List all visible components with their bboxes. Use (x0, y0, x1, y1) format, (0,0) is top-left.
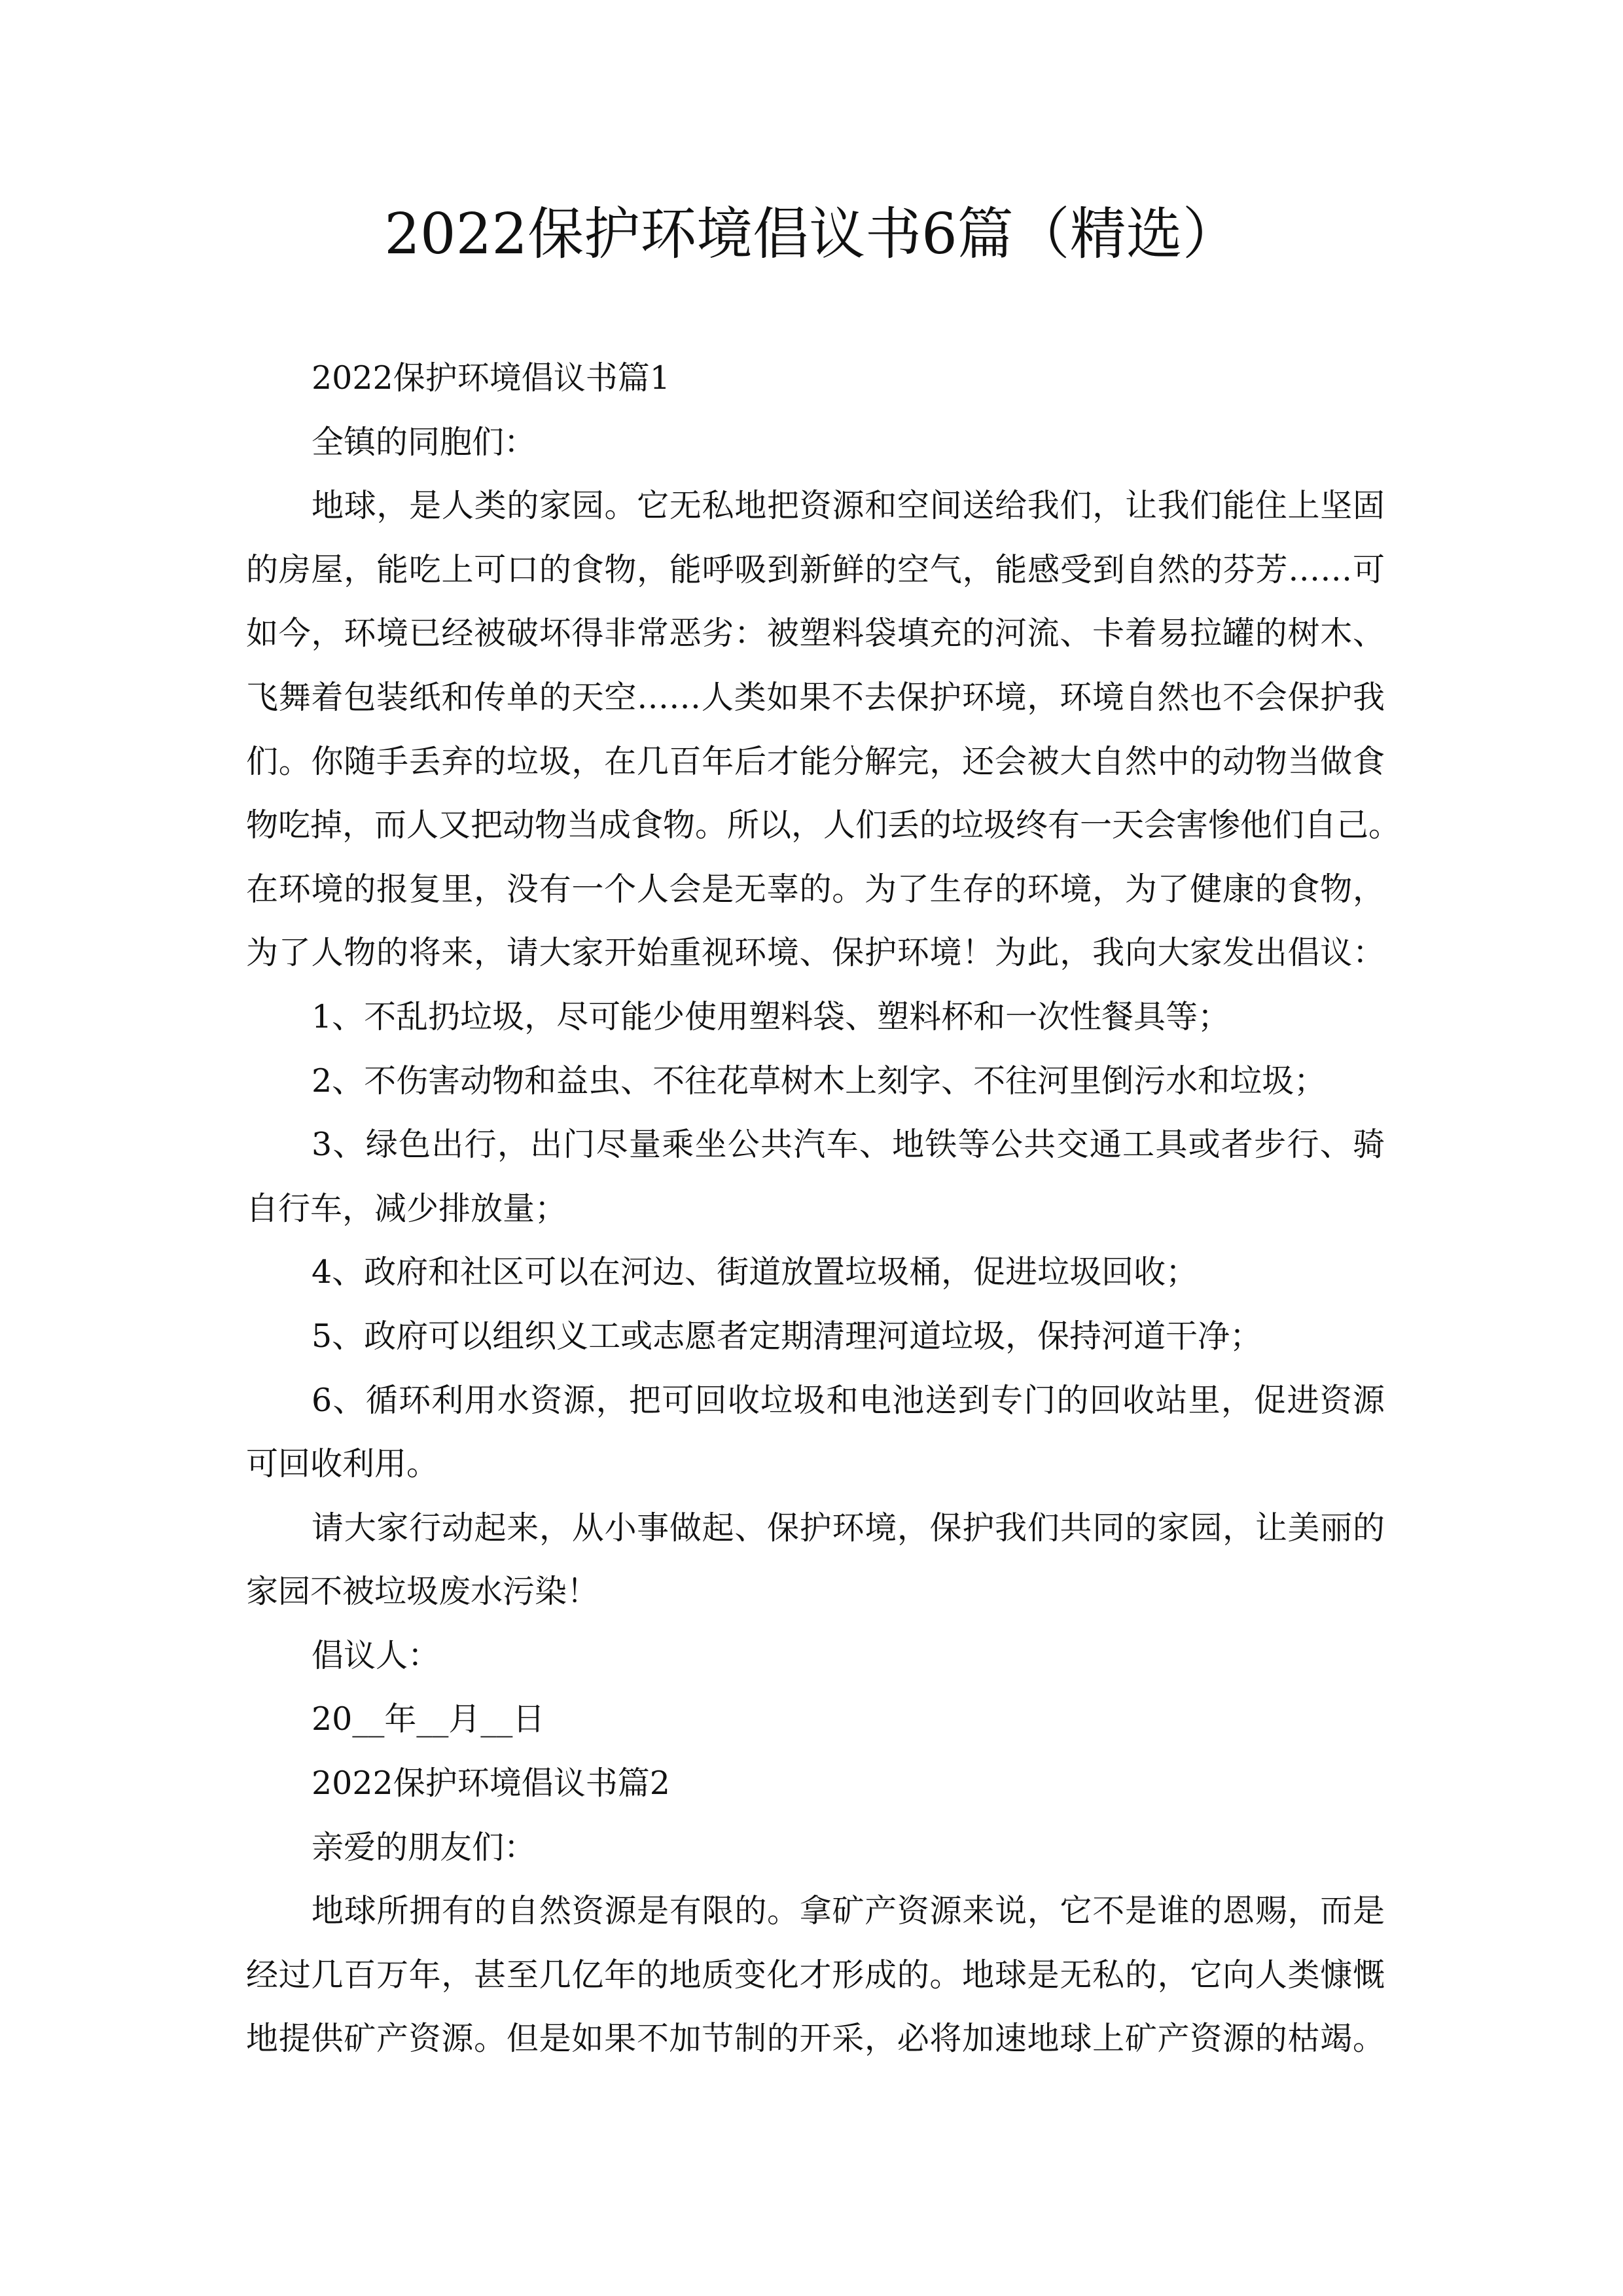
paragraph-line: 物吃掉，而人又把动物当成食物。所以，人们丢的垃圾终有一天会害惨他们自己。 (246, 806, 1401, 844)
paragraph-line: 5、政府可以组织义工或志愿者定期清理河道垃圾，保持河道干净； (312, 1317, 1262, 1355)
paragraph-line: 可回收利用。 (246, 1445, 439, 1483)
paragraph-line: 地提供矿产资源。但是如果不加节制的开采，必将加速地球上矿产资源的枯竭。 (246, 2020, 1385, 2058)
paragraph-line: 的房屋，能吃上可口的食物，能呼吸到新鲜的空气，能感受到自然的芬芳……可 (246, 550, 1385, 588)
paragraph-line: 们。你随手丢弃的垃圾，在几百年后才能分解完，还会被大自然中的动物当做食 (246, 742, 1385, 780)
paragraph-line: 2022保护环境倡议书篇1 (312, 359, 670, 397)
paragraph-line: 2、不伤害动物和益虫、不往花草树木上刻字、不往河里倒污水和垃圾； (312, 1062, 1327, 1100)
paragraph-line: 家园不被垃圾废水污染！ (246, 1573, 599, 1611)
document-body (246, 346, 1401, 2071)
paragraph-line: 请大家行动起来，从小事做起、保护环境，保护我们共同的家园，让美丽的 (312, 1509, 1385, 1547)
paragraph-line: 飞舞着包装纸和传单的天空……人类如果不去保护环境，环境自然也不会保护我 (246, 678, 1385, 716)
paragraph-line: 自行车，减少排放量； (246, 1189, 567, 1227)
paragraph-line: 20__年__月__日 (312, 1700, 545, 1738)
paragraph-line: 如今，环境已经被破坏得非常恶劣：被塑料袋填充的河流、卡着易拉罐的树木、 (246, 615, 1385, 653)
paragraph-line: 地球，是人类的家园。它无私地把资源和空间送给我们，让我们能住上坚固 (312, 487, 1385, 525)
paragraph-line: 3、绿色出行，出门尽量乘坐公共汽车、地铁等公共交通工具或者步行、骑 (312, 1126, 1385, 1164)
document-title: 2022保护环境倡议书6篇（精选） (384, 202, 1239, 267)
paragraph-line: 倡议人： (312, 1636, 440, 1674)
paragraph-line: 2022保护环境倡议书篇2 (312, 1765, 670, 1803)
paragraph-line: 地球所拥有的自然资源是有限的。拿矿产资源来说，它不是谁的恩赐，而是 (312, 1892, 1385, 1930)
paragraph-line: 为了人物的将来，请大家开始重视环境、保护环境！为此，我向大家发出倡议： (246, 934, 1385, 972)
paragraph-line: 6、循环利用水资源，把可回收垃圾和电池送到专门的回收站里，促进资源 (312, 1381, 1385, 1419)
paragraph-line: 亲爱的朋友们： (312, 1828, 537, 1866)
paragraph-line: 1、不乱扔垃圾，尽可能少使用塑料袋、塑料杯和一次性餐具等； (312, 997, 1230, 1035)
paragraph-line: 在环境的报复里，没有一个人会是无辜的。为了生存的环境，为了健康的食物， (246, 870, 1385, 908)
paragraph-line: 经过几百万年，甚至几亿年的地质变化才形成的。地球是无私的，它向人类慷慨 (246, 1956, 1385, 1994)
paragraph-line: 全镇的同胞们： (312, 423, 537, 461)
paragraph-line: 4、政府和社区可以在河边、街道放置垃圾桶，促进垃圾回收； (312, 1253, 1198, 1291)
